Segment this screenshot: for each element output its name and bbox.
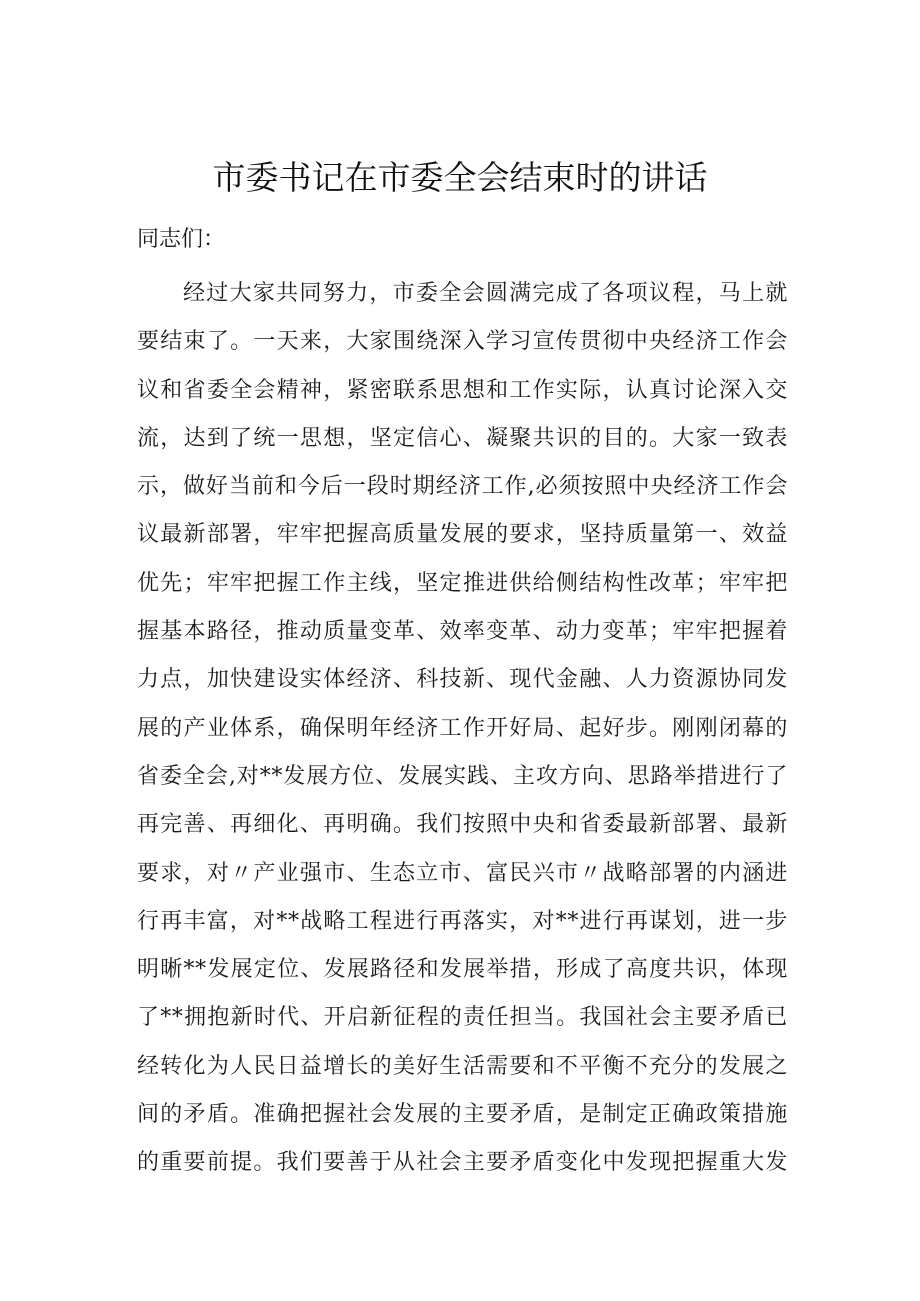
document-title: 市委书记在市委全会结束时的讲话 <box>212 158 708 197</box>
salutation: 同志们： <box>137 227 226 252</box>
body-paragraph: 经过大家共同努力，市委全会圆满完成了各项议程，马上就要结束了。一天来，大家围绕深入学习宣传贯彻中央经济工作会议和省委全会精神，紧密联系思想和工作实际，认真讨论深入交流，达到了统一思想，坚定信心、凝聚共识的目的。大家一致表示，做好当前和今后一段时期经济工作,必须按照中央经济工作会议最新部署，牢牢把握高质量发展的要求，坚持质量第一、效益优先；牢牢把握工作主线，坚定推进供给侧结构性改革；牢牢把握基本路径，推动质量变革、效率变革、动力变革；牢牢把握着力点，加快建设实体经济、科技新、现代金融、人力资源协同发展的产业体系，确保明年经济工作开好局、起好步。刚刚闭幕的省委全会,对**发展方位、发展实践、主攻方向、思路举措进行了再完善、再细化、再明确。我们按照中央和省委最新部署、最新要求，对〃产业强市、生态立市、富民兴市〃战略部署的内涵进行再丰富，对**战略工程进行再落实，对**进行再谋划，进一步明晰**发展定位、发展路径和发展举措，形成了高度共识，体现了**拥抱新时代、开启新征程的责任担当。我国社会主要矛盾已经转化为人民日益增长的美好生活需要和不平衡不充分的发展之间的矛盾。准确把握社会发展的主要矛盾，是制定正确政策措施的重要前提。我们要善于从社会主要矛盾变化中发现把握重大发 <box>137 281 788 1176</box>
